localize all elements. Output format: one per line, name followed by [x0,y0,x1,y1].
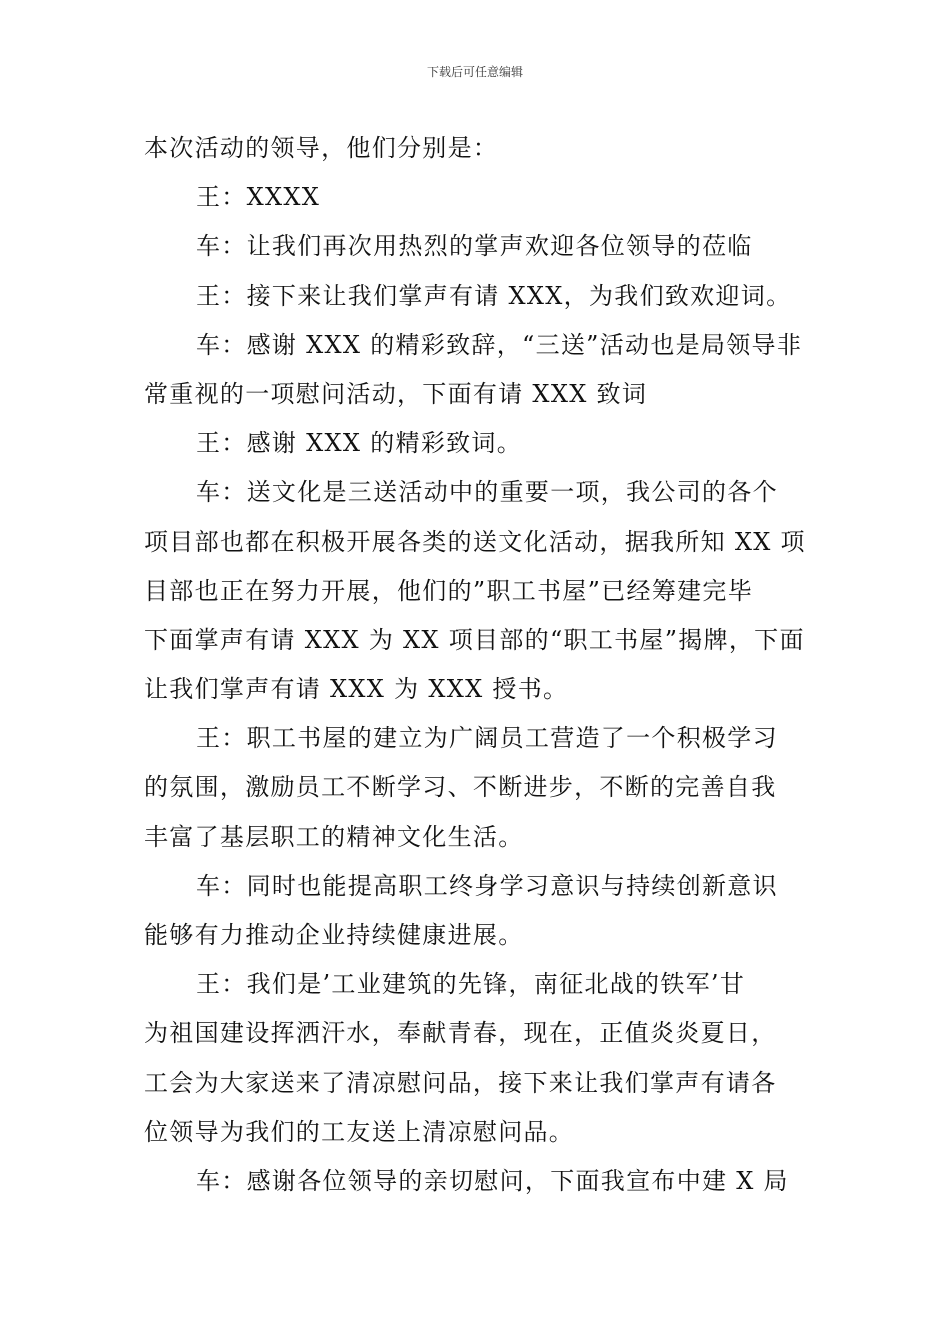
text-line: 车：让我们再次用热烈的掌声欢迎各位领导的莅临 [196,232,753,261]
text-line: 工会为大家送来了清凉慰问品，接下来让我们掌声有请各 [144,1068,777,1097]
text-line: 下面掌声有请 XXX 为 XX 项目部的“职工书屋”揭牌，下面 [144,625,805,654]
text-line: 王：我们是’工业建筑的先锋，南征北战的铁军’甘 [196,970,746,999]
text-line: 车：感谢各位领导的亲切慰问，下面我宣布中建 X 局 [196,1166,789,1195]
text-line: 王：职工书屋的建立为广阔员工营造了一个积极学习 [196,724,778,753]
text-line: 常重视的一项慰问活动，下面有请 XXX 致词 [144,379,648,408]
page-header: 下载后可任意编辑 [426,65,523,79]
text-line: 车：送文化是三送活动中的重要一项，我公司的各个 [196,478,778,507]
text-line: 车：同时也能提高职工终身学习意识与持续创新意识 [196,871,778,900]
text-line: 车：感谢 XXX 的精彩致辞，“三送”活动也是局领导非 [196,330,803,359]
text-line: 王：接下来让我们掌声有请 XXX，为我们致欢迎词。 [196,281,792,310]
text-line: 能够有力推动企业持续健康进展。 [144,921,524,949]
text-line: 王：感谢 XXX 的精彩致词。 [196,429,523,458]
text-line: 让我们掌声有请 XXX 为 XXX 授书。 [144,675,569,704]
text-line: 为祖国建设挥洒汗水，奉献青春，现在，正值炎炎夏日， [144,1019,777,1048]
text-line: 丰富了基层职工的精神文化生活。 [144,822,524,851]
text-line: 王：XXXX [196,183,321,212]
text-line: 位领导为我们的工友送上清凉慰问品。 [144,1117,575,1146]
document-body [144,124,808,1206]
text-line: 项目部也都在积极开展各类的送文化活动，据我所知 XX 项 [144,527,806,556]
text-line: 目部也正在努力开展，他们的”职工书屋”已经筹建完毕 [144,576,754,605]
text-line: 的氛围，激励员工不断学习、不断进步，不断的完善自我 [144,773,777,802]
text-line: 本次活动的领导，他们分别是： [144,134,499,162]
